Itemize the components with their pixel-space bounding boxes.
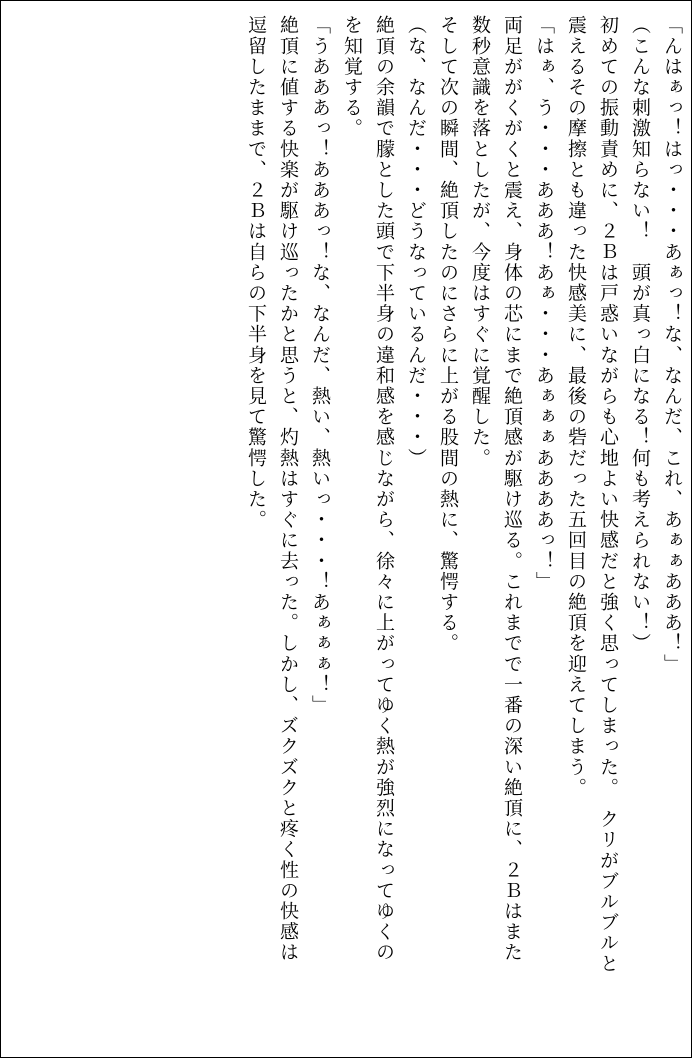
text-line: そして次の瞬間、絶頂したのにさらに上がる股間の熱に、驚愕する。 [437,15,459,654]
text-line: 「はぁ、う・・・あああ！あぁ・・・あぁぁぁああああっ！」 [533,15,555,592]
text-line: （な、なんだ・・・どうなっているんだ・・・） [405,15,427,469]
text-line: 絶頂に値する快楽が駆け巡ったかと思うと、灼熱はすぐに去った。しかし、ズクズクと疼く性の快感は [277,15,299,963]
text-line: 初めての振動責めに、２Ｂは戸惑いながらも心地よい快感だと強く思ってしまった。 クリがブルブルと [597,15,619,974]
text-line: 両足ががくがくと震え、身体の芯にまで絶頂感が駆け巡る。これまでで一番の深い絶頂に、２Ｂはまた [501,15,523,963]
text-line: 数秒意識を落としたが、今度はすぐに覚醒した。 [469,15,491,469]
vertical-text-body [11,15,681,1043]
text-line: 絶頂の余韻で朦とした頭で下半身の違和感を感じながら、徐々に上がってゆく熱が強烈になってゆくの [373,15,395,963]
text-line: 「うあああっ！あああっ！な、なんだ、熱い、熱いっ・・・！あぁぁぁ！」 [309,15,331,716]
text-line: 逗留したままで、２Ｂは自らの下半身を見て驚愕した。 [245,15,267,530]
text-line: 震えるその摩擦とも違った快感美に、最後の砦だった五回目の絶頂を迎えてしまう。 [565,15,587,798]
text-line: （こんな刺激知らない！ 頭が真っ白になる！何も考えられない！） [629,15,651,654]
text-line: を知覚する。 [341,15,363,139]
text-line: 「んはぁっ！はっ・・・あぁっ！な、なんだ、これ、あぁぁあああ！」 [661,15,683,675]
